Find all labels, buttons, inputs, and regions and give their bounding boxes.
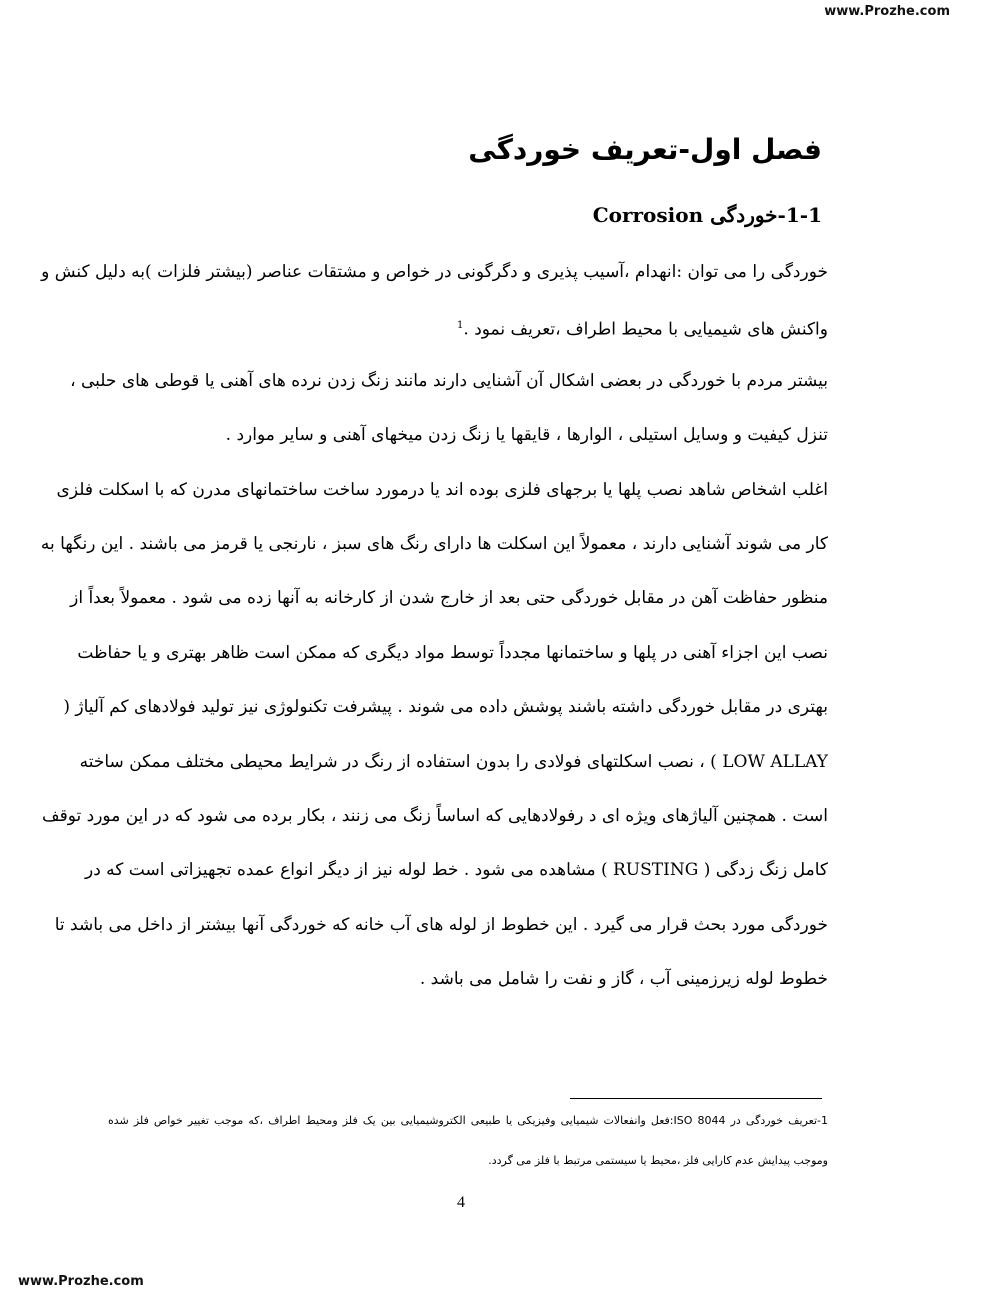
chapter-title: فصل اول-تعریف خوردگی	[468, 133, 822, 166]
body-line: بیشتر مردم با خوردگی در بعضی اشکال آن آشنایی دارند مانند زنگ زدن نرده های آهنی یا قوطی های حلبی ،	[70, 370, 828, 391]
footnote-divider	[570, 1098, 822, 1099]
watermark-top: www.Prozhe.com	[824, 4, 950, 19]
body-line: اغلب اشخاص شاهد نصب پلها یا برجهای فلزی بوده اند یا درمورد ساخت ساختمانهای مدرن که با اسکلت فلزی	[56, 479, 828, 500]
body-line	[108, 306, 828, 360]
body-line: تنزل کیفیت و وسایل استیلی ، الوارها ، قایقها یا زنگ زدن میخهای آهنی و سایر موارد .	[225, 425, 828, 446]
body-line: خوردگی مورد بحث قرار می گیرد . این خطوط از لوله های آب خانه که خوردگی آنها بیشتر از داخل می باشد تا	[54, 914, 828, 935]
body-line: LOW ALLAY ) ، نصب اسکلتهای فولادی را بدون استفاده از رنگ در شرایط محیطی مختلف ممکن ساخته	[79, 751, 828, 772]
body-line: کار می شوند آشنایی دارند ، معمولاً این اسکلت ها دارای رنگ های سبز ، نارنجی یا قرمز می باشند . این رنگها به	[40, 533, 828, 554]
body-line: خطوط لوله زیرزمینی آب ، گاز و نفت را شامل می باشد .	[419, 969, 828, 990]
body-text	[40, 252, 828, 1013]
page-number: 4	[457, 1194, 465, 1211]
body-line-text: واکنش های شیمیایی با محیط اطراف ،تعریف نمود .	[463, 320, 828, 341]
section-title-latin: Corrosion	[592, 203, 704, 227]
watermark-bottom: www.Prozhe.com	[18, 1274, 144, 1289]
body-line: کامل زنگ زدگی ( RUSTING ) مشاهده می شود . خط لوله نیز از دیگر انواع عمده تجهیزاتی است که در	[85, 860, 828, 881]
footnote-line: 1-تعریف خوردگی در ISO 8044:فعل وانفعالات شیمیایی وفیزیکی یا طبیعی الکتروشیمیایی بین یک فلز ومحیط اطراف ،که موجب تغییر خواص فلز شده	[108, 1114, 828, 1127]
footnote-marker: 1	[457, 320, 464, 332]
body-line: منظور حفاظت آهن در مقابل خوردگی حتی بعد از خارج شدن از کارخانه به آنها زده می شود . معمولاً بعداً از	[70, 588, 828, 609]
body-line: خوردگی را می توان :انهدام ،آسیب پذیری و دگرگونی در خواص و مشتقات عناصر (بیشتر فلزات )به دلیل کنش و	[41, 262, 828, 282]
section-number: 1-1-	[777, 203, 822, 227]
body-line: بهتری در مقابل خوردگی داشته باشند پوشش داده می شوند . پیشرفت تکنولوژی نیز تولید فولادهای کم آلیاژ (	[63, 697, 828, 718]
section-heading	[593, 203, 822, 227]
body-line: نصب این اجزاء آهنی در پلها و ساختمانها مجدداً توسط مواد دیگری که ممکن است ظاهر بهتری و یا حفاظت	[77, 642, 828, 663]
section-title-persian: خوردگی	[710, 203, 778, 227]
footnote-line: وموجب پیدایش عدم کارایی فلز ،محیط یا سیستمی مرتبط با فلز می گردد.	[488, 1154, 828, 1167]
body-line: است . همچنین آلیاژهای ویژه ای د رفولادهایی که اساساً زنگ می زنند ، بکار برده می شود که در این مورد توقف	[42, 805, 828, 826]
